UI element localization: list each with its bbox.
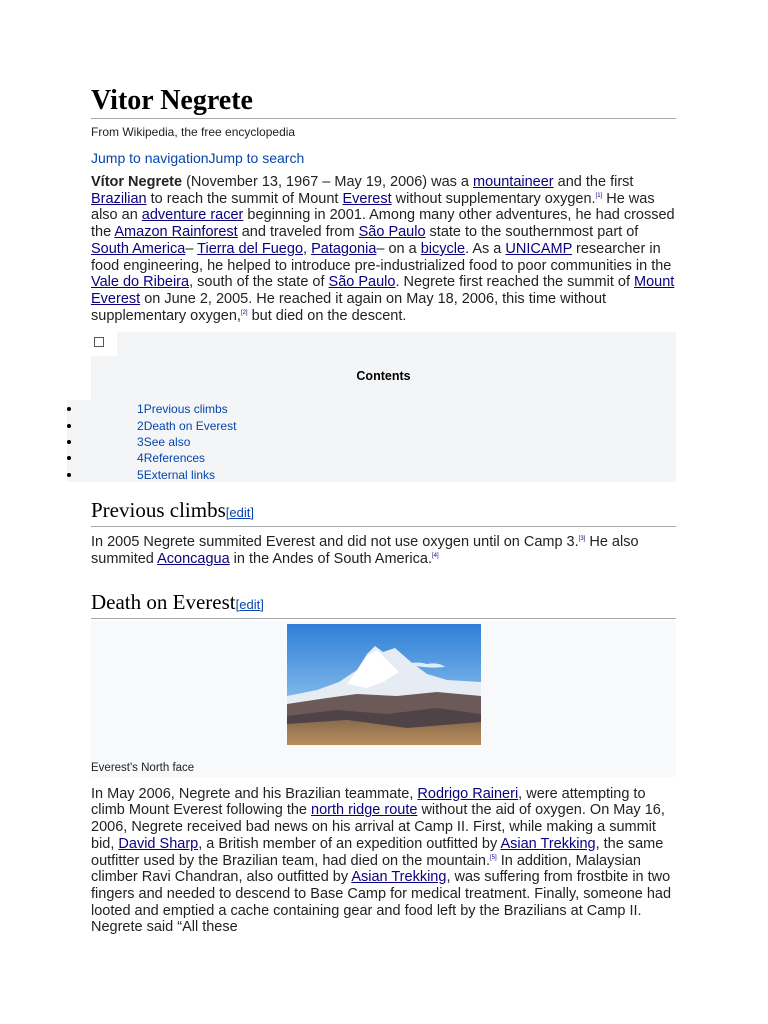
link-tierra-del-fuego[interactable]: Tierra del Fuego: [197, 240, 304, 257]
edit-label: edit: [239, 596, 261, 612]
citation-1[interactable]: [1]: [595, 192, 603, 199]
link-brazilian[interactable]: Brazilian: [91, 190, 147, 207]
text: . Negrete first reached the summit of: [395, 274, 634, 291]
toc-toggle-checkbox[interactable]: [91, 332, 117, 356]
text: . As a: [465, 240, 506, 257]
link-north-ridge-route[interactable]: north ridge route: [311, 802, 418, 819]
link-mountaineer[interactable]: mountaineer: [473, 174, 554, 190]
jump-to-search-link[interactable]: Jump to search: [208, 150, 305, 166]
toc-title: Contents: [356, 369, 411, 384]
text: , were attempting to climb Mount Everest following the: [91, 785, 646, 819]
toc-list: [91, 401, 676, 482]
link-asian-trekking[interactable]: Asian Trekking: [500, 835, 596, 852]
toc-number: 2: [137, 418, 144, 433]
citation-3[interactable]: [3]: [578, 536, 586, 543]
citation-2[interactable]: [2]: [240, 309, 248, 316]
bullet-icon: [67, 440, 71, 444]
section-heading-previous-climbs: [91, 497, 676, 526]
text: state to the southernmost part of: [425, 224, 639, 241]
toc-label: Death on Everest: [143, 418, 237, 433]
previous-climbs-paragraph: [91, 534, 676, 567]
text: , south of the state of: [189, 274, 329, 291]
link-patagonia[interactable]: Patagonia: [311, 240, 377, 257]
link-mount-everest[interactable]: Mount Everest: [91, 274, 675, 307]
text: He was also an: [91, 190, 655, 224]
death-on-everest-paragraph: [91, 786, 676, 936]
toc-item-references[interactable]: [91, 450, 676, 466]
article: [91, 84, 676, 936]
text: but died on the descent.: [247, 307, 407, 324]
link-adventure-racer[interactable]: adventure racer: [141, 207, 244, 224]
text: to reach the summit of Mount: [146, 190, 343, 207]
section-heading-block: [91, 497, 676, 527]
toc-label: External links: [143, 467, 216, 482]
title-block: [91, 84, 676, 119]
intro-paragraph: [91, 174, 676, 324]
link-david-sharp[interactable]: David Sharp: [118, 835, 199, 852]
link-sao-paulo[interactable]: São Paulo: [358, 224, 426, 241]
text: in the Andes of South America.: [229, 551, 432, 568]
text: , the same outfitter used by the Brazilian team, had died on the mountain.: [91, 835, 664, 869]
toc-number: 5: [137, 467, 144, 482]
toc-number: 3: [137, 434, 144, 449]
text: –: [185, 240, 198, 257]
link-bicycle[interactable]: bicycle: [420, 240, 466, 257]
section-heading-death-on-everest: [91, 589, 676, 618]
text: beginning in 2001. Among many other adventures, he had crossed the: [91, 207, 675, 241]
link-vale-do-ribeira[interactable]: Vale do Ribeira: [91, 274, 190, 291]
toc-item-death-on-everest[interactable]: [91, 418, 676, 434]
bullet-icon: [67, 473, 71, 477]
toc-number: 1: [137, 402, 144, 417]
text: He also summited: [91, 534, 639, 568]
text: researcher in food engineering, he helped to introduce pre-industrialized food to poor communities in the: [91, 240, 672, 274]
figure-everest: [91, 621, 676, 777]
edit-section-link[interactable]: [236, 597, 264, 612]
bracket: ]: [260, 596, 264, 612]
text: In addition, Malaysian climber Ravi Chandran, also outfitted by: [91, 852, 641, 886]
bracket: [: [225, 505, 230, 521]
citation-4[interactable]: [4]: [431, 553, 439, 560]
jump-links: [91, 150, 676, 166]
bracket: ]: [250, 505, 254, 521]
toc-item-external-links[interactable]: [91, 467, 676, 483]
edit-section-link[interactable]: [226, 505, 254, 520]
checkbox-icon: [94, 337, 104, 347]
citation-5[interactable]: [5]: [490, 854, 497, 861]
figure-caption: Everest's North face: [91, 761, 195, 774]
edit-label: edit: [229, 505, 251, 521]
text: , a British member of an expedition outfitted by: [198, 835, 501, 852]
text: ,: [303, 240, 312, 257]
link-unicamp[interactable]: UNICAMP: [505, 240, 572, 257]
page-title: Vitor Negrete: [91, 85, 253, 116]
link-south-america[interactable]: South America: [91, 240, 186, 257]
text: and traveled from: [237, 224, 359, 241]
toc-label: References: [143, 451, 206, 466]
section-heading-block: [91, 589, 676, 619]
link-aconcagua[interactable]: Aconcagua: [157, 551, 230, 568]
text: In 2005 Negrete summited Everest and did not use oxygen until on Camp 3.: [91, 534, 579, 551]
link-sao-paulo-state[interactable]: São Paulo: [328, 274, 396, 291]
jump-to-navigation-link[interactable]: Jump to navigation: [91, 150, 209, 166]
text: , was suffering from frostbite in two fingers and needed to descend to Base Camp for medical treatment. Finally, someone had looted and emptied a cache containing gear and food left by the Brazilians at Camp II. Negrete said “All these: [91, 869, 672, 936]
text: and the first: [553, 174, 634, 190]
tagline: From Wikipedia, the free encyclopedia: [91, 125, 296, 139]
toc-label: See also: [143, 434, 191, 449]
toc-item-previous-climbs[interactable]: [91, 401, 676, 417]
everest-photo[interactable]: [287, 624, 481, 745]
heading-text: Death on Everest: [91, 589, 236, 614]
text: without supplementary oxygen.: [391, 190, 596, 207]
toc-number: 4: [137, 451, 144, 466]
toc-item-see-also[interactable]: [91, 434, 676, 450]
link-rodrigo-raineri[interactable]: Rodrigo Raineri: [417, 785, 519, 802]
heading-text: Previous climbs: [91, 498, 226, 523]
text: In May 2006, Negrete and his Brazilian teammate,: [91, 785, 418, 802]
text: without the aid of oxygen. On May 16, 2006, Negrete received bad news on his arrival at Camp II. First, while making a summit bid,: [91, 802, 665, 852]
table-of-contents: [91, 332, 676, 482]
toc-label: Previous climbs: [143, 402, 228, 417]
text: – on a: [376, 240, 421, 257]
link-asian-trekking-2[interactable]: Asian Trekking: [351, 869, 447, 886]
bullet-icon: [67, 424, 71, 428]
link-everest[interactable]: Everest: [342, 190, 392, 207]
link-amazon-rainforest[interactable]: Amazon Rainforest: [114, 224, 238, 241]
bold-name: Vítor Negrete: [91, 174, 183, 190]
text: (November 13, 1967 – May 19, 2006) was a: [182, 174, 474, 190]
bracket: [: [235, 596, 240, 612]
text: on June 2, 2005. He reached it again on May 18, 2006, this time without supplementary oxygen,: [91, 290, 607, 324]
